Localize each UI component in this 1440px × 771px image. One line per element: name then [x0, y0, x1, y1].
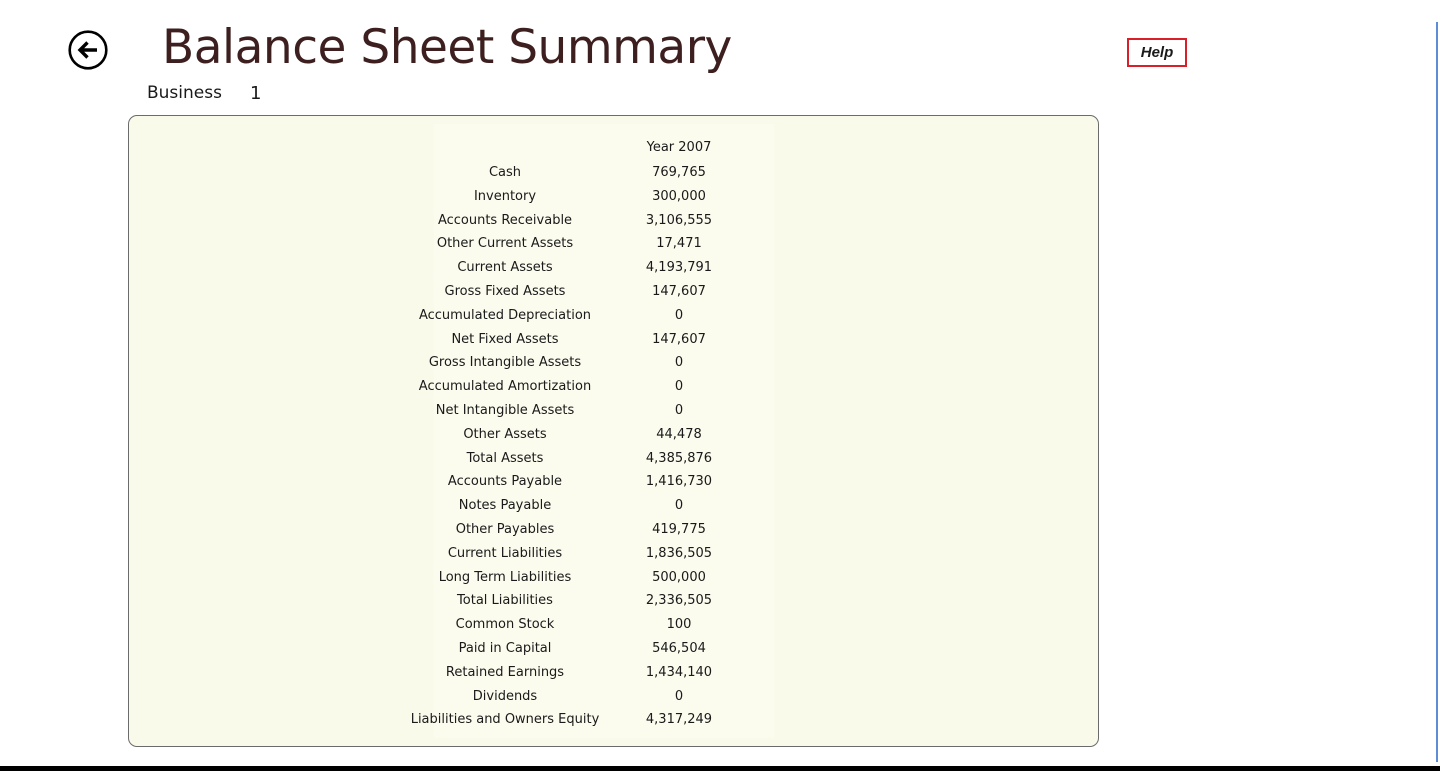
- row-label: Accounts Payable: [447, 474, 563, 490]
- table-row: [129, 661, 1098, 685]
- row-value: 4,385,876: [645, 450, 713, 466]
- table-row: [129, 589, 1098, 613]
- row-label: Net Intangible Assets: [435, 402, 575, 418]
- row-value: 100: [666, 617, 692, 633]
- business-row: [147, 81, 261, 105]
- row-label: Paid in Capital: [458, 640, 552, 656]
- row-label: Retained Earnings: [445, 664, 565, 680]
- row-label: Accumulated Depreciation: [418, 307, 592, 323]
- balance-sheet-panel: [128, 115, 1099, 747]
- balance-sheet-rows: [129, 161, 1098, 732]
- row-value: 0: [674, 498, 684, 514]
- page-title: Balance Sheet Summary: [162, 20, 732, 75]
- table-row: [129, 637, 1098, 661]
- row-value: 419,775: [652, 521, 706, 537]
- table-row: [129, 328, 1098, 352]
- table-row: [129, 613, 1098, 637]
- row-label: Net Fixed Assets: [451, 331, 559, 347]
- table-row: [129, 423, 1098, 447]
- row-value: 1,416,730: [645, 474, 713, 490]
- row-label: Long Term Liabilities: [438, 569, 572, 585]
- table-row: [129, 708, 1098, 732]
- row-label: Accounts Receivable: [437, 212, 573, 228]
- back-button[interactable]: [68, 30, 108, 70]
- row-value: 500,000: [652, 569, 706, 585]
- row-value: 4,317,249: [645, 712, 713, 728]
- scrollbar[interactable]: [1436, 22, 1438, 762]
- table-row: [129, 685, 1098, 709]
- row-label: Notes Payable: [458, 498, 552, 514]
- row-label: Current Liabilities: [447, 545, 563, 561]
- row-value: 0: [674, 688, 684, 704]
- row-label: Total Liabilities: [457, 593, 553, 609]
- row-value: 0: [674, 307, 684, 323]
- row-value: 300,000: [652, 188, 706, 204]
- row-label: Accumulated Amortization: [418, 379, 592, 395]
- row-value: 17,471: [656, 236, 702, 252]
- row-value: 147,607: [652, 331, 706, 347]
- row-label: Other Payables: [455, 521, 555, 537]
- table-row: [129, 518, 1098, 542]
- row-label: Liabilities and Owners Equity: [410, 712, 600, 728]
- row-value: 147,607: [652, 283, 706, 299]
- table-row: [129, 375, 1098, 399]
- row-value: 546,504: [652, 640, 706, 656]
- table-row: [129, 232, 1098, 256]
- row-label: Dividends: [472, 688, 538, 704]
- row-label: Gross Fixed Assets: [444, 283, 566, 299]
- row-label: Common Stock: [455, 617, 555, 633]
- row-label: Other Assets: [463, 426, 547, 442]
- year-column-header: Year 2007: [646, 140, 712, 155]
- row-label: Other Current Assets: [436, 236, 574, 252]
- table-row: [129, 494, 1098, 518]
- table-row: [129, 351, 1098, 375]
- row-label: Current Assets: [457, 260, 553, 276]
- row-value: 0: [674, 402, 684, 418]
- table-row: [129, 566, 1098, 590]
- row-value: 0: [674, 355, 684, 371]
- help-button[interactable]: Help: [1127, 38, 1187, 67]
- table-row: [129, 447, 1098, 471]
- row-value: 769,765: [652, 165, 706, 180]
- row-label: Inventory: [473, 188, 537, 204]
- row-value: 44,478: [656, 426, 702, 442]
- business-value: 1: [249, 82, 262, 104]
- row-value: 0: [674, 379, 684, 395]
- row-value: 1,836,505: [645, 545, 713, 561]
- table-row: [129, 256, 1098, 280]
- row-label: Cash: [488, 165, 522, 180]
- row-value: 1,434,140: [645, 664, 713, 680]
- table-row: [129, 161, 1098, 185]
- table-row: [129, 280, 1098, 304]
- table-row: [129, 209, 1098, 233]
- row-value: 3,106,555: [645, 212, 713, 228]
- row-label: Gross Intangible Assets: [428, 355, 582, 371]
- table-row: [129, 542, 1098, 566]
- row-value: 4,193,791: [645, 260, 713, 276]
- row-value: 2,336,505: [645, 593, 713, 609]
- table-row: [129, 185, 1098, 209]
- table-row: [129, 399, 1098, 423]
- row-label: Total Assets: [466, 450, 544, 466]
- table-row: [129, 470, 1098, 494]
- bottom-bar: [0, 766, 1440, 771]
- arrow-left-circle-icon: [68, 30, 108, 70]
- business-label: Business: [147, 83, 222, 103]
- table-row: [129, 304, 1098, 328]
